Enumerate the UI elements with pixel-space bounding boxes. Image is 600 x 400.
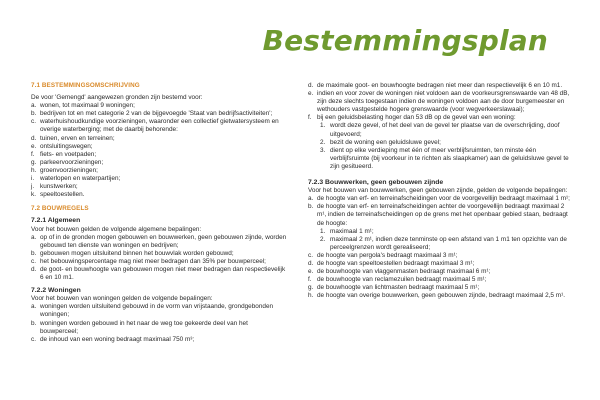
list-marker: d. xyxy=(31,134,37,142)
section-7-2-2-list xyxy=(31,303,287,343)
list-marker: e. xyxy=(308,268,314,276)
list-text: de hoogte van speeltoestellen bedraagt maximaal 3 m¹; xyxy=(317,259,475,267)
list-text: fiets- en voetpaden; xyxy=(40,150,97,158)
list-marker: h. xyxy=(308,292,314,300)
list-marker: a. xyxy=(31,102,37,110)
section-heading-7-1: 7.1 BESTEMMINGSOMSCHRIJVING xyxy=(31,82,140,89)
list-item xyxy=(31,143,287,151)
list-text: de bouwhoogte van reclamezuilen bedraagt maximaal 5 m¹; xyxy=(317,276,487,284)
list-item xyxy=(308,114,570,122)
list-item xyxy=(308,292,570,300)
list-marker: a. xyxy=(31,233,37,241)
subheading-7-2-3: 7.2.3 Bouwwerken, geen gebouwen zijnde xyxy=(308,179,444,187)
list-item xyxy=(31,118,287,134)
list-marker: 3. xyxy=(320,146,326,154)
list-marker: b. xyxy=(31,319,37,327)
list-text: ontsluitingswegen; xyxy=(40,142,93,150)
list-item xyxy=(308,284,570,292)
list-item xyxy=(31,151,287,159)
list-marker: b. xyxy=(31,110,37,118)
list-marker: a. xyxy=(31,303,37,311)
list-marker: g. xyxy=(308,284,314,292)
list-text: speeltoestellen. xyxy=(40,191,85,199)
list-item xyxy=(31,336,287,344)
list-text: het bebouwingspercentage mag niet meer bedragen dan 35% per bouwperceel; xyxy=(40,257,266,265)
list-marker: 1. xyxy=(320,122,326,130)
list-item xyxy=(320,147,570,171)
section-7-1-list xyxy=(31,102,287,199)
list-item xyxy=(31,234,287,250)
list-text: kunstwerken; xyxy=(40,183,78,191)
list-text: waterlopen en waterpartijen; xyxy=(40,175,121,183)
list-item xyxy=(308,252,570,260)
section-heading-7-2: 7.2 BOUWREGELS xyxy=(31,205,89,213)
list-marker: e. xyxy=(308,90,314,98)
list-marker: a. xyxy=(308,195,314,203)
list-marker: g. xyxy=(31,158,37,166)
list-text: bij een geluidsbelasting hoger dan 53 dB op de gevel van een woning: xyxy=(317,114,516,122)
list-item xyxy=(308,260,570,268)
item-f-sublist xyxy=(308,122,570,171)
list-item xyxy=(31,183,287,191)
section-7-2-2-list-continued xyxy=(308,82,570,122)
list-item xyxy=(308,203,570,227)
list-text: parkeervoorzieningen; xyxy=(40,158,104,166)
list-marker: f. xyxy=(31,150,35,158)
list-marker: c. xyxy=(308,251,313,259)
list-marker: 2. xyxy=(320,138,326,146)
list-item xyxy=(308,268,570,276)
list-text: bedrijven tot en met categorie 2 van de bijgevoegde 'Staat van bedrijfsactiviteiten'; xyxy=(40,110,273,118)
list-item xyxy=(31,135,287,143)
list-text: dient op elke verdieping met één of meer verblijfsruimten, ten minste één verblijfsruimte (bij voorkeur in te richten als slaapkamer) aan de geluidsluwe gevel te zijn gesitueerd. xyxy=(330,146,569,170)
list-marker: d. xyxy=(31,265,37,273)
section-7-2-1-intro: Voor het bouwen gelden de volgende algemene bepalingen: xyxy=(31,225,202,233)
list-item xyxy=(31,102,287,110)
list-item xyxy=(31,258,287,266)
list-item xyxy=(308,276,570,284)
list-text: wordt deze gevel, of het deel van de gevel ter plaatse van de overschrijding, doof uitgevoerd; xyxy=(330,122,560,138)
list-marker: e. xyxy=(31,142,37,150)
list-item xyxy=(320,236,570,252)
page-title: Bestemmingsplan xyxy=(262,24,548,57)
list-text: maximaal 2 m¹, indien deze tenminste op een afstand van 1 m1 ten opzichte van de perceelgrenzen wordt gerealiseerd; xyxy=(330,235,567,251)
list-marker: 1. xyxy=(320,227,326,235)
list-item xyxy=(320,228,570,236)
list-item xyxy=(308,82,570,90)
list-marker: c. xyxy=(31,118,36,126)
list-item xyxy=(31,191,287,199)
list-text: tuinen, erven en terreinen; xyxy=(40,134,115,142)
list-text: maximaal 1 m¹; xyxy=(330,227,374,235)
list-marker: b. xyxy=(31,249,37,257)
list-marker: f. xyxy=(308,276,312,284)
list-text: de hoogte van erf- en terreinafscheidingen voor de voorgevellijn bedraagt maximaal 1 m¹; xyxy=(317,195,570,203)
list-marker: f. xyxy=(308,114,312,122)
subheading-7-2-1: 7.2.1 Algemeen xyxy=(31,217,81,225)
list-text: indien en voor zover de woningen niet voldoen aan de voorkeursgrenswaarde van 48 dB, zijn deze slechts toegestaan indien de woningen voldoen aan de door burgemeester en wethouders vastgestelde hogere grenswaarde (voor wegverkeerslawaai); xyxy=(317,90,570,114)
list-marker: c. xyxy=(31,335,36,343)
list-marker: i. xyxy=(31,175,35,183)
list-item xyxy=(308,195,570,203)
list-item xyxy=(31,303,287,319)
list-item xyxy=(31,159,287,167)
list-text: woningen worden gebouwd in het naar de weg toe gekeerde deel van het bouwperceel; xyxy=(40,319,248,335)
list-item xyxy=(308,90,570,114)
list-text: wonen, tot maximaal 9 woningen; xyxy=(40,102,135,110)
list-text: op of in de gronden mogen gebouwen en bouwwerken, geen gebouwen zijnde, worden gebouwd ten dienste van woningen en bedrijven; xyxy=(40,233,287,249)
list-text: de hoogte van erf- en terreinafscheidingen achter de voorgevellijn bedraagt maximaal 2 m¹, indien de terreinafscheidingen op de grens met het openbaar gebied staan, bedraagt de hoogte: xyxy=(317,203,568,227)
list-marker: d. xyxy=(308,259,314,267)
list-item xyxy=(31,167,287,175)
subheading-7-2-2: 7.2.2 Woningen xyxy=(31,287,81,295)
list-item xyxy=(31,250,287,258)
list-item xyxy=(31,175,287,183)
left-column xyxy=(31,82,287,344)
list-text: de hoogte van overige bouwwerken, geen gebouwen zijnde, bedraagt maximaal 2,5 m¹. xyxy=(317,292,565,300)
list-text: de inhoud van een woning bedraagt maximaal 750 m³; xyxy=(40,335,195,343)
list-text: de hoogte van pergola's bedraagt maximaal 3 m¹; xyxy=(317,251,458,259)
list-item xyxy=(320,139,570,147)
list-marker: d. xyxy=(308,82,314,89)
list-marker: h. xyxy=(31,166,37,174)
list-item xyxy=(31,110,287,118)
section-7-2-3-list-a xyxy=(308,195,570,227)
list-marker: c. xyxy=(31,257,36,265)
section-7-2-1-list xyxy=(31,234,287,283)
list-marker: 2. xyxy=(320,235,326,243)
list-text: de bouwhoogte van vlaggenmasten bedraagt maximaal 6 m¹; xyxy=(317,268,491,276)
list-text: gebouwen mogen uitsluitend binnen het bouwvlak worden gebouwd; xyxy=(40,249,234,257)
right-column xyxy=(308,82,570,300)
list-text: bezit de woning een geluidsluwe gevel; xyxy=(330,138,441,146)
list-text: waterhuishoudkundige voorzieningen, waaronder een collectief gietwatersysteem en overige waterberging; met de daarbij behorende: xyxy=(40,118,279,134)
list-text: de bouwhoogte van lichtmasten bedraagt maximaal 5 m¹; xyxy=(317,284,480,292)
section-7-2-3-list-b xyxy=(308,252,570,301)
list-text: groenvoorzieningen; xyxy=(40,166,98,174)
list-marker: k. xyxy=(31,191,36,199)
list-item xyxy=(320,122,570,138)
list-text: de goot- en bouwhoogte van gebouwen mogen niet meer bedragen dan respectievelijk 6 en 10 m1. xyxy=(40,265,286,282)
list-item xyxy=(31,266,287,282)
list-text: de maximale goot- en bouwhoogte bedragen niet meer dan respectievelijk 6 en 10 m1. xyxy=(317,82,563,89)
list-text: woningen worden uitsluitend gebouwd in de vorm van vrijstaande, grondgebonden woningen; xyxy=(40,303,274,319)
list-marker: j. xyxy=(31,183,35,191)
item-b-sublist xyxy=(308,228,570,252)
section-7-2-3-intro: Voor het bouwen van bouwwerken, geen gebouwen zijnde, gelden de volgende bepalingen: xyxy=(308,187,568,195)
list-marker: b. xyxy=(308,203,314,211)
list-item xyxy=(31,320,287,336)
section-7-2-2-intro: Voor het bouwen van woningen gelden de volgende bepalingen: xyxy=(31,295,213,303)
section-7-1-intro: De voor 'Gemengd' aangewezen gronden zijn bestemd voor: xyxy=(31,94,203,102)
